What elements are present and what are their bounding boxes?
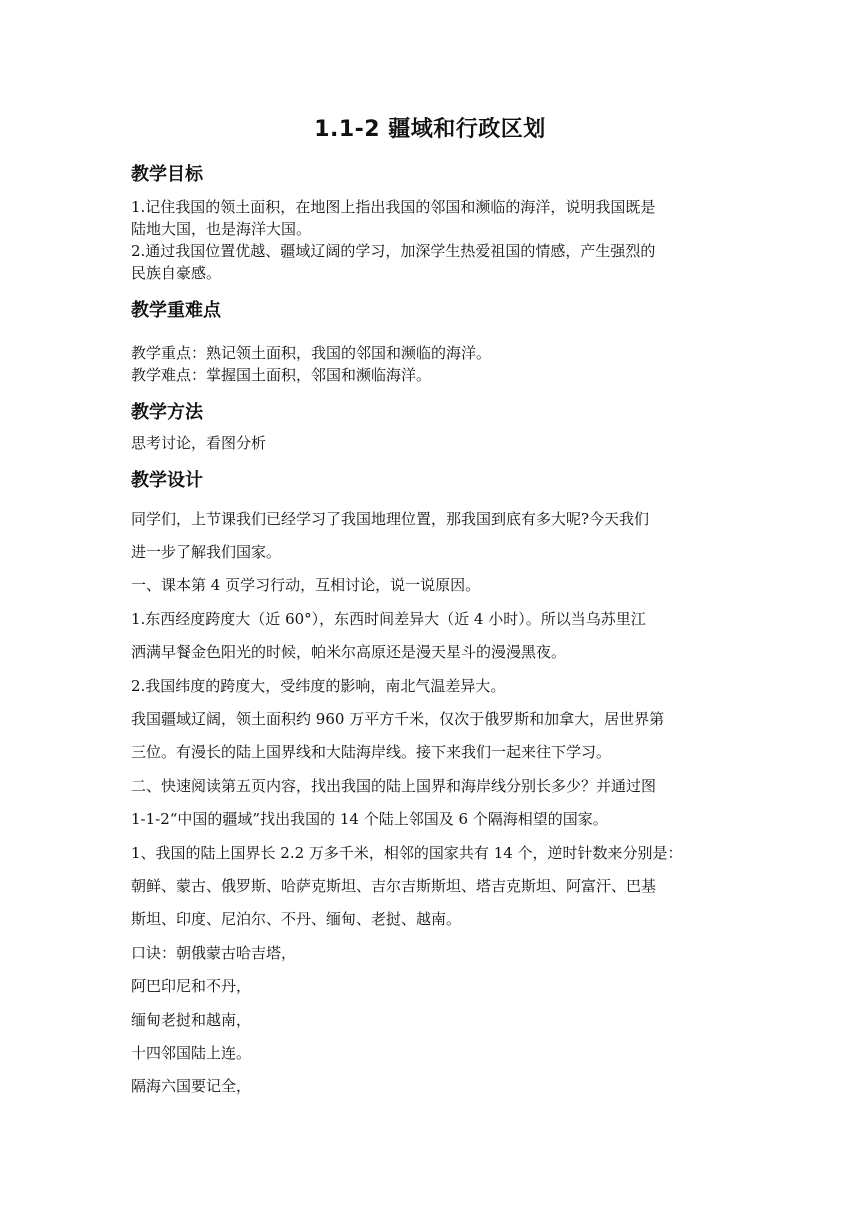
heading-objectives: 教学目标 (131, 164, 203, 185)
design-line: 1-1-2“中国的疆域”找出我国的 14 个陆上邻国及 6 个隔海相望的国家。 (131, 810, 608, 828)
design-line: 三位。有漫长的陆上国界线和大陆海岸线。接下来我们一起来往下学习。 (131, 743, 612, 761)
difficulty-line: 教学难点：掌握国土面积，邻国和濒临海洋。 (131, 366, 432, 384)
design-line: 二、快速阅读第五页内容，找出我国的陆上国界和海岸线分别长多少？并通过图 (131, 777, 657, 795)
key-point-line: 教学重点：熟记领土面积，我国的邻国和濒临的海洋。 (131, 344, 492, 362)
design-line: 缅甸老挝和越南， (131, 1011, 252, 1029)
heading-key-points: 教学重难点 (131, 300, 221, 321)
design-line: 斯坦、印度、尼泊尔、不丹、缅甸、老挝、越南。 (131, 910, 462, 928)
objectives-line: 2.通过我国位置优越、疆域辽阔的学习，加深学生热爱祖国的情感，产生强烈的 (131, 242, 656, 260)
design-line: 十四邻国陆上连。 (131, 1044, 252, 1062)
design-line: 2.我国纬度的跨度大，受纬度的影响，南北气温差异大。 (131, 677, 506, 695)
design-line: 1.东西经度跨度大（近 60°），东西时间差异大（近 4 小时）。所以当乌苏里江 (131, 610, 646, 628)
design-line: 一、课本第 4 页学习行动，互相讨论，说一说原因。 (131, 576, 481, 594)
heading-design: 教学设计 (131, 470, 203, 491)
design-line: 口诀：朝俄蒙古哈吉塔， (131, 944, 297, 962)
design-line: 隔海六国要记全， (131, 1077, 252, 1095)
design-line: 我国疆域辽阔，领土面积约 960 万平方千米，仅次于俄罗斯和加拿大，居世界第 (131, 710, 665, 728)
heading-methods: 教学方法 (131, 402, 203, 423)
design-line: 同学们，上节课我们已经学习了我国地理位置，那我国到底有多大呢?今天我们 (131, 510, 650, 528)
design-line: 进一步了解我们国家。 (131, 543, 282, 561)
objectives-line: 陆地大国，也是海洋大国。 (131, 220, 312, 238)
methods-text: 思考讨论，看图分析 (131, 434, 267, 452)
design-line: 朝鲜、蒙古、俄罗斯、哈萨克斯坦、吉尔吉斯斯坦、塔吉克斯坦、阿富汗、巴基 (131, 877, 657, 895)
design-line: 洒满早餐金色阳光的时候，帕米尔高原还是漫天星斗的漫漫黑夜。 (131, 643, 567, 661)
objectives-line: 1.记住我国的领土面积，在地图上指出我国的邻国和濒临的海洋，说明我国既是 (131, 198, 656, 216)
objectives-line: 民族自豪感。 (131, 264, 222, 282)
design-line: 1、我国的陆上国界长 2.2 万多千米，相邻的国家共有 14 个，逆时针数来分别是： (131, 844, 683, 862)
document-title: 1.1-2 疆域和行政区划 (314, 117, 546, 142)
design-line: 阿巴印尼和不丹， (131, 977, 252, 995)
